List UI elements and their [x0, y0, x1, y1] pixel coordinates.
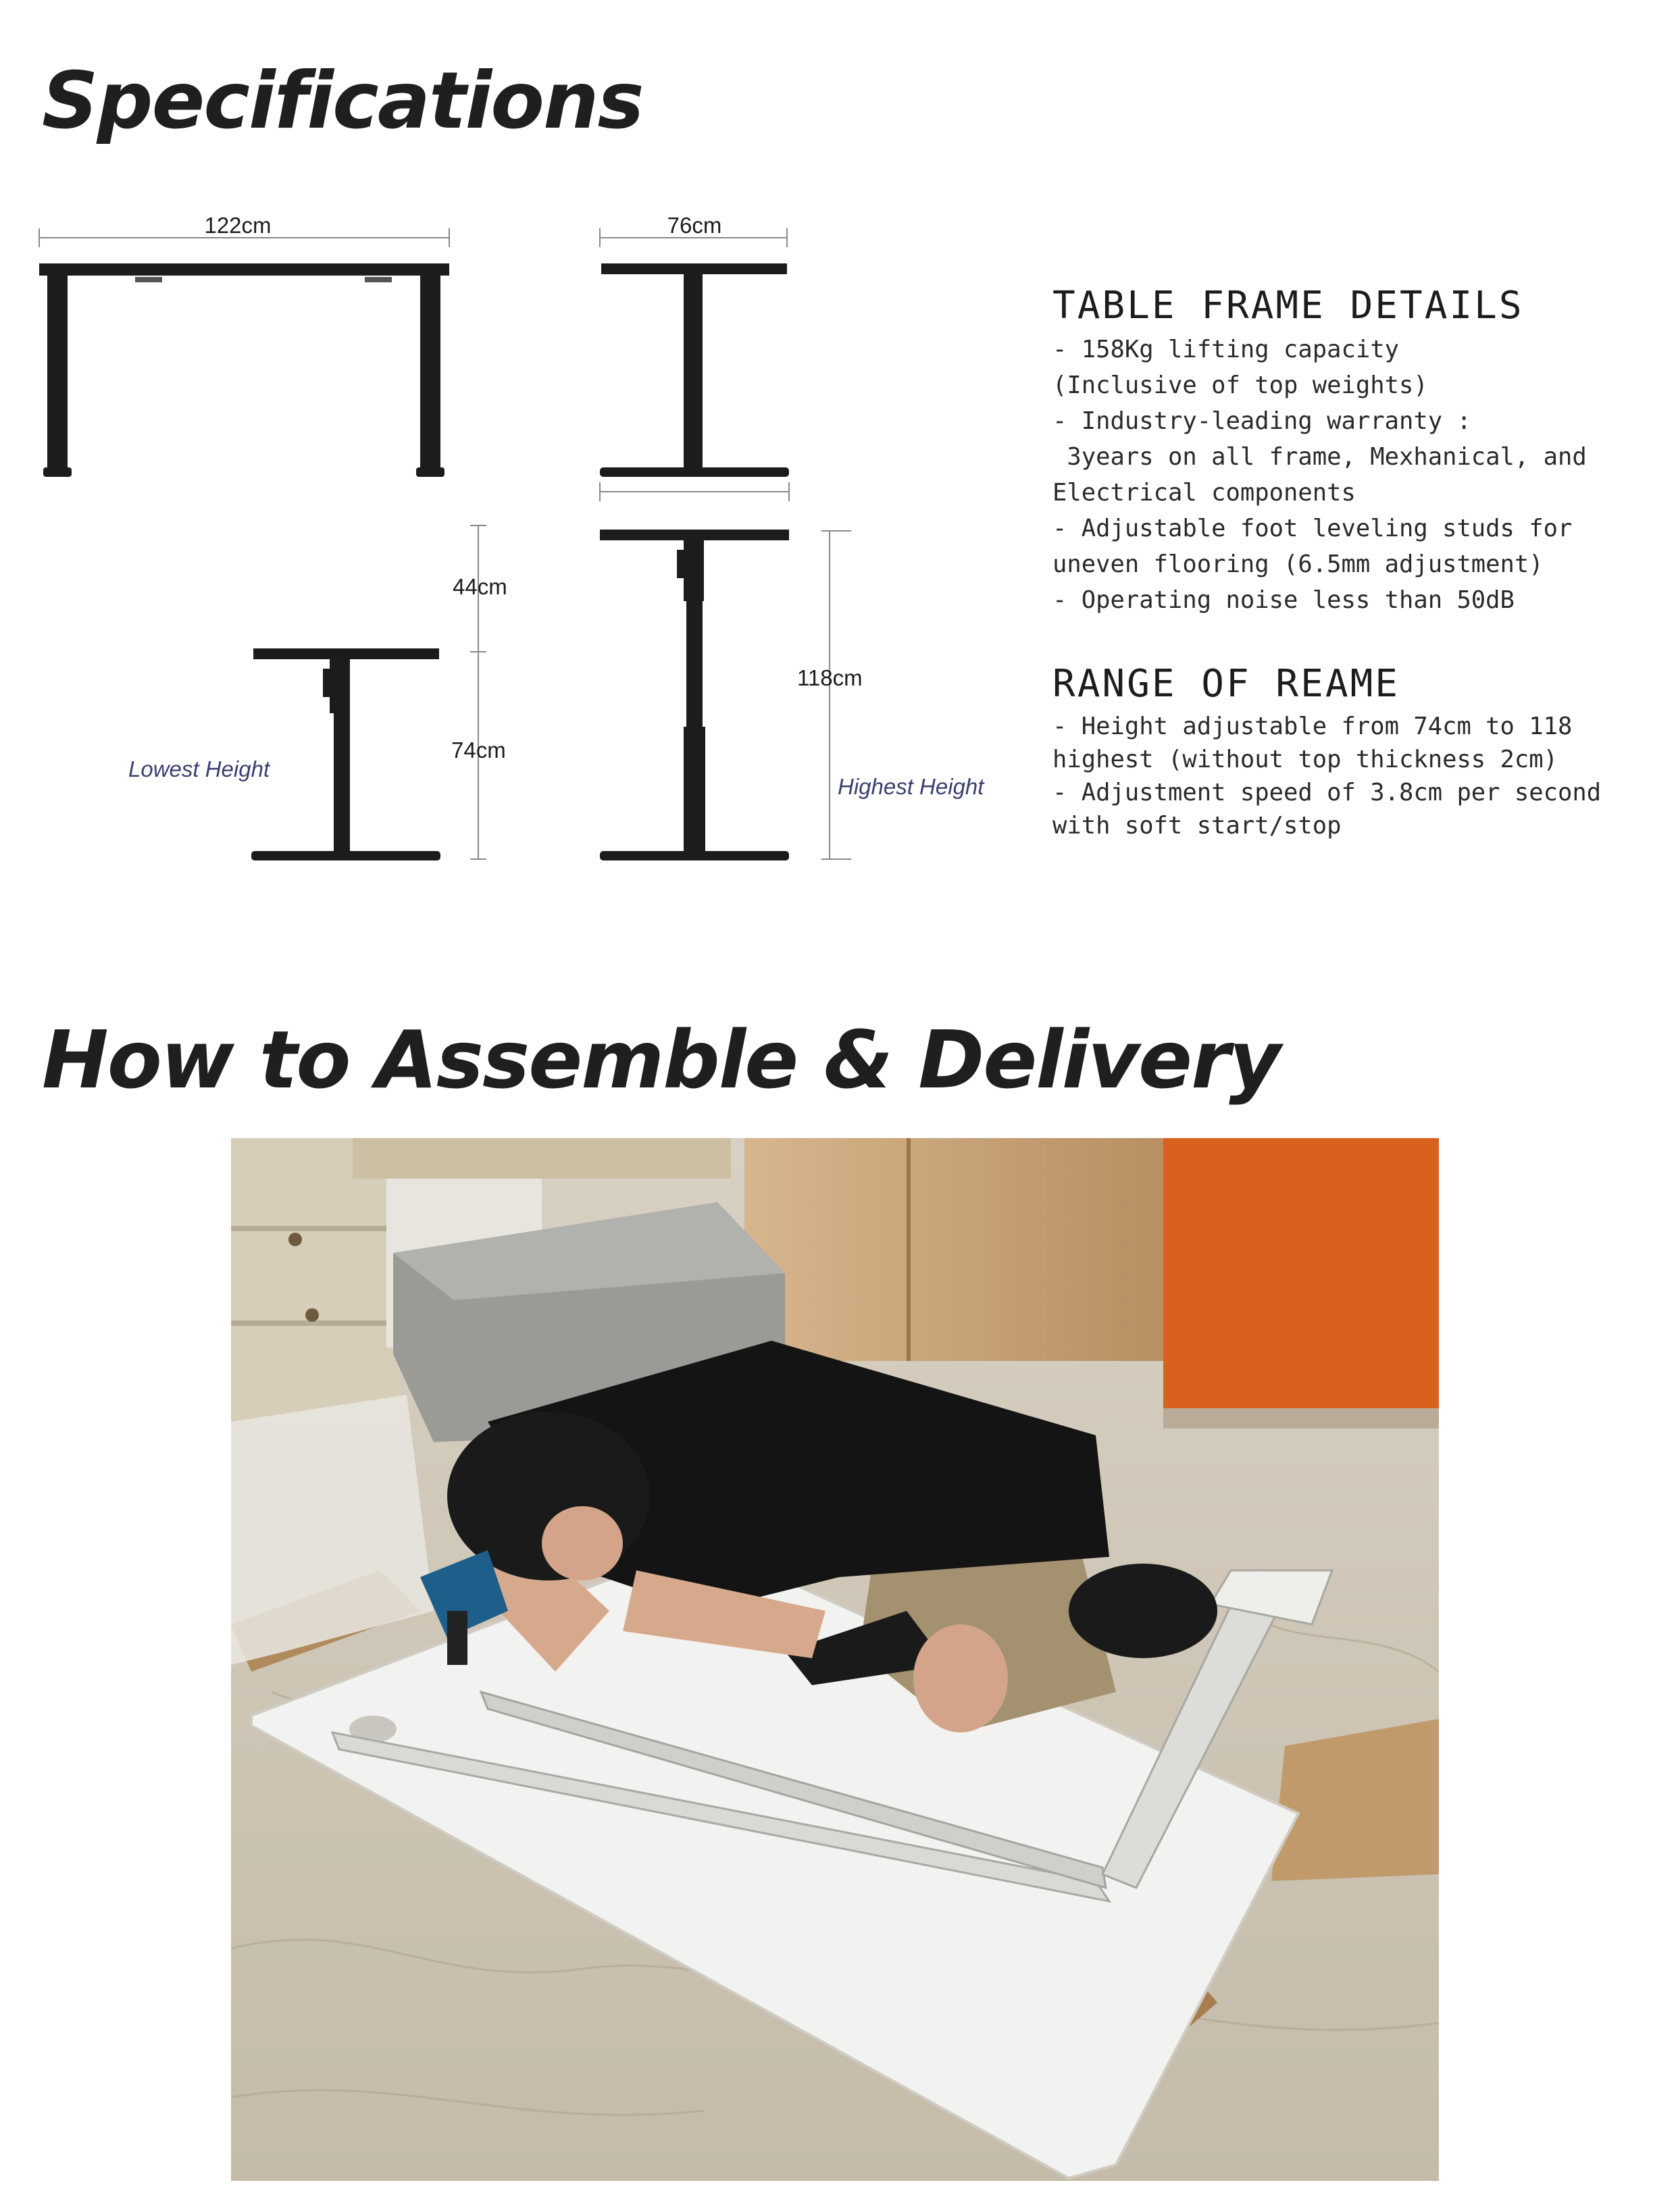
detail-line: - Operating noise less than 50dB [1052, 586, 1515, 614]
detail-line: 3years on all frame, Mexhanical, and [1052, 443, 1587, 471]
assemble-heading: How to Assemble & Delivery [42, 1013, 1280, 1106]
highest-height-view [600, 530, 985, 860]
dimension-diagram [27, 203, 1054, 892]
upper-travel-label: 44cm [453, 574, 507, 599]
lowest-height-view [128, 648, 440, 860]
detail-line: Electrical components [1052, 479, 1356, 507]
range-line: with soft start/stop [1052, 812, 1342, 840]
range-line: highest (without top thickness 2cm) [1052, 746, 1558, 773]
width-dimension-label: 122cm [204, 213, 272, 238]
detail-line: (Inclusive of top weights) [1052, 371, 1428, 399]
detail-line: - 158Kg lifting capacity [1052, 336, 1399, 363]
assembly-photo [231, 1138, 1439, 2181]
highest-dimension-label: 118cm [797, 665, 863, 690]
table-frame-details-title: TABLE FRAME DETAILS [1052, 284, 1524, 328]
detail-line: uneven flooring (6.5mm adjustment) [1052, 550, 1544, 578]
detail-line: - Industry-leading warranty : [1052, 407, 1471, 435]
range-line: - Height adjustable from 74cm to 118 [1052, 713, 1573, 740]
depth-dimension-label: 76cm [667, 213, 722, 238]
lowest-dimension-label: 74cm [451, 738, 506, 763]
range-line: - Adjustment speed of 3.8cm per second [1052, 779, 1602, 806]
side-view [600, 213, 789, 501]
table-frame-details [1052, 280, 1660, 618]
lowest-height-caption: Lowest Height [128, 756, 270, 781]
range-details [1052, 659, 1660, 842]
detail-line: - Adjustable foot leveling studs for [1052, 515, 1573, 542]
specifications-heading: Specifications [42, 55, 643, 147]
range-details-title: RANGE OF REAME [1052, 662, 1400, 706]
highest-height-caption: Highest Height [838, 774, 984, 799]
front-view [39, 213, 449, 477]
lowest-dimension-line [451, 525, 507, 859]
